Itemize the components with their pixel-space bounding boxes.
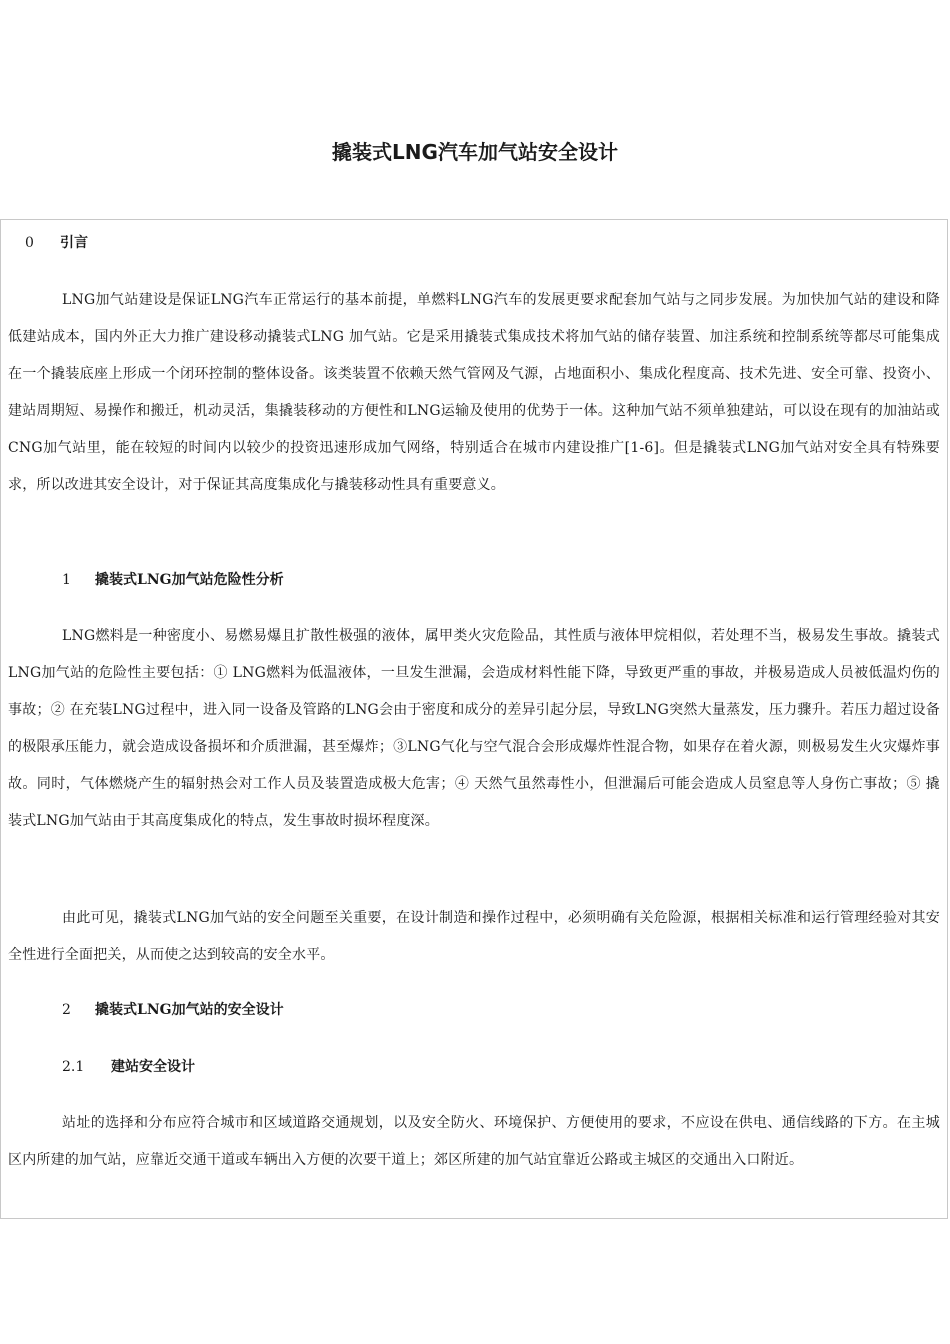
paragraph-introduction: LNG加气站建设是保证LNG汽车正常运行的基本前提，单燃料LNG汽车的发展更要求配套加气站与之同步发展。为加快加气站的建设和降低建站成本，国内外正大力推广建设移动撬装式LNG 加气站。它是采用撬装式集成技术将加气站的储存装置、加注系统和控制系统等都尽可能集成在一个撬装底座上形成一个闭环控制的整体设备。该类装置不依赖天然气管网及气源，占地面积小、集成化程度高、技术先进、安全可靠、投资小、建站周期短、易操作和搬迁，机动灵活，集撬装移动的方便性和LNG运输及使用的优势于一体。这种加气站不须单独建站，可以设在现有的加油站或CNG加气站里，能在较短的时间内以较少的投资迅速形成加气网络，特别适合在城市内建设推广[1-6]。但是撬装式LNG加气站对安全具有特殊要求，所以改进其安全设计，对于保证其高度集成化与撬装移动性具有重要意义。 — [8, 292, 940, 493]
section-number: 2.1 — [62, 1059, 85, 1075]
section-title: 撬装式LNG加气站危险性分析 — [95, 572, 284, 588]
section-heading-hazard-analysis — [62, 569, 284, 591]
section-number: 0 — [25, 235, 34, 251]
paragraph-site-safety: 站址的选择和分布应符合城市和区域道路交通规划，以及安全防火、环境保护、方便使用的要求，不应设在供电、通信线路的下方。在主城区内所建的加气站，应靠近交通干道或车辆出入方便的次要干道上；郊区所建的加气站宜靠近公路或主城区的交通出入口附近。 — [8, 1115, 940, 1168]
section-title: 建站安全设计 — [111, 1059, 195, 1075]
document-title: 撬装式LNG汽车加气站安全设计 — [332, 140, 618, 164]
section-heading-safety-design — [62, 999, 284, 1021]
section-title: 引言 — [60, 235, 88, 251]
section-heading-introduction — [25, 232, 88, 254]
section-title: 撬装式LNG加气站的安全设计 — [95, 1002, 284, 1018]
subsection-heading-site-safety — [62, 1056, 195, 1078]
paragraph-hazard-conclusion: 由此可见，撬装式LNG加气站的安全问题至关重要，在设计制造和操作过程中，必须明确有关危险源，根据相关标准和运行管理经验对其安全性进行全面把关，从而使之达到较高的安全水平。 — [8, 910, 940, 963]
paragraph-hazard-analysis: LNG燃料是一种密度小、易燃易爆且扩散性极强的液体，属甲类火灾危险品，其性质与液体甲烷相似，若处理不当，极易发生事故。撬装式LNG加气站的危险性主要包括：① LNG燃料为低温液体，一旦发生泄漏，会造成材料性能下降，导致更严重的事故，并极易造成人员被低温灼伤的事故；② 在充装LNG过程中，进入同一设备及管路的LNG会由于密度和成分的差异引起分层，导致LNG突然大量蒸发，压力骤升。若压力超过设备的极限承压能力，就会造成设备损坏和介质泄漏，甚至爆炸；③LNG气化与空气混合会形成爆炸性混合物，如果存在着火源，则极易发生火灾爆炸事故。同时，气体燃烧产生的辐射热会对工作人员及装置造成极大危害；④ 天然气虽然毒性小，但泄漏后可能会造成人员窒息等人身伤亡事故；⑤ 撬装式LNG加气站由于其高度集成化的特点，发生事故时损坏程度深。 — [8, 628, 940, 829]
article-body — [0, 219, 948, 1219]
section-number: 2 — [62, 1002, 71, 1018]
section-number: 1 — [62, 572, 71, 588]
